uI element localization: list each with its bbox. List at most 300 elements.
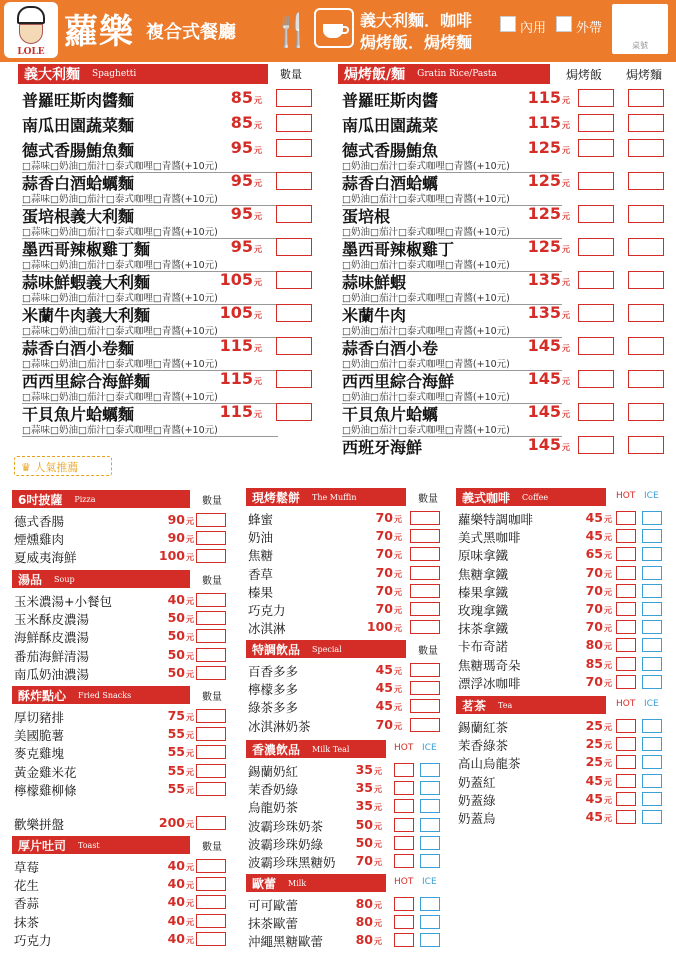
hot-qty-box[interactable]	[616, 737, 636, 751]
hot-qty-box[interactable]	[394, 799, 414, 813]
price-value: 40	[167, 930, 185, 946]
hot-qty-box[interactable]	[394, 836, 414, 850]
price-value: 95	[230, 237, 253, 256]
item-name: 抹茶拿鐵	[458, 621, 509, 637]
item-name: 蜂蜜	[248, 512, 274, 527]
hot-qty-box[interactable]	[616, 602, 636, 616]
ice-qty-box[interactable]	[642, 602, 662, 616]
dine-in-label: 內用	[520, 21, 547, 36]
hot-qty-box[interactable]	[394, 763, 414, 777]
soup-header	[12, 570, 190, 588]
item-name: 德式香腸	[14, 514, 65, 529]
pasta-qty-box[interactable]	[628, 370, 664, 388]
item-name: 巧克力	[248, 603, 286, 618]
price	[150, 858, 194, 873]
rice-qty-box[interactable]	[578, 89, 614, 107]
header-tagline-2: 焗烤飯．焗烤麵	[360, 33, 473, 52]
item-name: 夏威夷海鮮	[14, 550, 77, 566]
menu-item	[246, 583, 446, 600]
qty-box[interactable]	[276, 89, 312, 107]
price	[150, 610, 194, 625]
price-value: 125	[527, 204, 561, 223]
hot-qty-box[interactable]	[616, 810, 636, 824]
qty-box[interactable]	[276, 370, 312, 388]
qty-box[interactable]	[276, 337, 312, 355]
price-unit: 元	[604, 795, 612, 805]
item-name: 榛果	[248, 584, 274, 600]
price-unit: 元	[562, 146, 570, 155]
price-unit: 元	[604, 606, 612, 615]
special-title-en: Special	[312, 644, 342, 654]
milktea-hot-header: HOT	[394, 743, 414, 753]
pasta-qty-box[interactable]	[628, 205, 664, 223]
hot-qty-box[interactable]	[394, 933, 414, 947]
price-value: 25	[585, 754, 603, 770]
ice-qty-box[interactable]	[642, 657, 662, 671]
special-title: 特調飲品	[252, 642, 301, 657]
qty-box[interactable]	[276, 304, 312, 322]
price-unit: 元	[186, 535, 194, 545]
price-unit: 元	[604, 515, 612, 524]
price-unit: 元	[254, 212, 262, 221]
rice-qty-box[interactable]	[578, 403, 614, 421]
price	[510, 237, 570, 256]
hot-qty-box[interactable]	[616, 719, 636, 733]
pasta-qty-box[interactable]	[628, 139, 664, 157]
qty-box[interactable]	[276, 114, 312, 132]
hot-qty-box[interactable]	[616, 584, 636, 598]
hot-qty-box[interactable]	[616, 638, 636, 652]
menu-item	[22, 204, 312, 224]
price	[150, 876, 194, 891]
qty-box[interactable]	[196, 745, 226, 759]
ice-qty-box[interactable]	[642, 511, 662, 525]
item-name: 奶蓋綠	[458, 792, 496, 808]
price	[510, 88, 570, 107]
muffin-qty-header: 數量	[418, 494, 438, 505]
price-value: 80	[355, 896, 373, 911]
item-name: 卡布奇諾	[458, 639, 509, 655]
price-value: 35	[355, 762, 373, 777]
hot-qty-box[interactable]	[616, 566, 636, 580]
pasta-qty-box[interactable]	[628, 271, 664, 289]
menu-item	[342, 369, 668, 389]
price-unit: 元	[562, 278, 570, 287]
qty-box[interactable]	[196, 914, 226, 928]
price	[150, 763, 194, 778]
chef-hat-icon	[17, 6, 45, 24]
price-value: 45	[375, 680, 393, 696]
milk-ice-header: ICE	[422, 877, 437, 887]
price-unit: 元	[562, 179, 570, 188]
price-unit: 元	[374, 839, 382, 849]
price-value: 40	[167, 858, 185, 873]
qty-box[interactable]	[410, 718, 440, 732]
ice-qty-box[interactable]	[642, 529, 662, 543]
qty-box[interactable]	[410, 566, 440, 580]
qty-box[interactable]	[410, 699, 440, 713]
price-value: 95	[230, 138, 253, 157]
price-value: 45	[585, 772, 603, 788]
hot-qty-box[interactable]	[394, 818, 414, 832]
qty-box[interactable]	[196, 709, 226, 723]
price	[568, 510, 612, 525]
ice-qty-box[interactable]	[642, 566, 662, 580]
price-value: 55	[167, 780, 185, 796]
ice-qty-box[interactable]	[642, 737, 662, 751]
price-unit: 元	[186, 731, 194, 741]
item-name: 麥克雞塊	[14, 746, 65, 762]
hot-qty-box[interactable]	[394, 915, 414, 929]
ice-qty-box[interactable]	[642, 792, 662, 806]
soup-title-en: Soup	[54, 574, 75, 584]
qty-box[interactable]	[276, 172, 312, 190]
ice-qty-box[interactable]	[420, 836, 440, 850]
qty-box[interactable]	[276, 271, 312, 289]
price-value: 55	[167, 726, 185, 742]
pasta-qty-box[interactable]	[628, 89, 664, 107]
price-unit: 元	[186, 553, 194, 563]
rice-qty-box[interactable]	[578, 114, 614, 132]
price-value: 145	[527, 402, 561, 421]
ice-qty-box[interactable]	[420, 781, 440, 795]
price	[150, 512, 194, 527]
price-value: 80	[585, 637, 603, 653]
qty-box[interactable]	[196, 531, 226, 545]
price	[202, 113, 262, 132]
qty-box[interactable]	[410, 602, 440, 616]
hot-qty-box[interactable]	[616, 620, 636, 634]
sauce-options: □蒜味□奶油□茄汁□泰式咖哩□青醬(+10元)	[22, 290, 278, 305]
menu-item	[22, 303, 312, 323]
price-value: 90	[167, 512, 185, 527]
price-value: 100	[158, 548, 185, 564]
dine-in-checkbox[interactable]	[500, 16, 516, 32]
qty-box[interactable]	[196, 727, 226, 741]
menu-item	[22, 237, 312, 257]
price-unit: 元	[604, 533, 612, 543]
price-unit: 元	[186, 899, 194, 909]
price-unit: 元	[394, 533, 402, 543]
toast-title-en: Toast	[78, 840, 100, 850]
price-value: 115	[527, 113, 561, 132]
ice-qty-box[interactable]	[420, 897, 440, 911]
qty-box[interactable]	[410, 511, 440, 525]
milk-header	[246, 874, 386, 892]
logo-text: LOLE	[17, 47, 45, 57]
ice-qty-box[interactable]	[642, 620, 662, 634]
price-unit: 元	[374, 919, 382, 929]
price	[150, 913, 194, 928]
pasta-qty-box[interactable]	[628, 436, 664, 454]
item-name: 厚切豬排	[14, 710, 65, 725]
qty-box[interactable]	[196, 666, 226, 680]
menu-item	[342, 402, 668, 422]
table-number-field[interactable]	[612, 4, 668, 54]
qty-box[interactable]	[410, 620, 440, 634]
qty-box[interactable]	[196, 877, 226, 891]
price-unit: 元	[186, 633, 194, 643]
price-unit: 元	[604, 587, 612, 597]
price-value: 70	[375, 601, 393, 616]
ice-qty-box[interactable]	[420, 818, 440, 832]
qty-box[interactable]	[196, 932, 226, 946]
ice-qty-box[interactable]	[642, 774, 662, 788]
ice-qty-box[interactable]	[420, 933, 440, 947]
qty-box[interactable]	[196, 895, 226, 909]
price-unit: 元	[374, 785, 382, 795]
price-unit: 元	[604, 678, 612, 688]
price	[510, 336, 570, 355]
menu-item	[12, 894, 228, 911]
menu-item	[246, 528, 446, 545]
price-value: 115	[219, 369, 253, 388]
menu-item	[12, 744, 228, 761]
qty-box[interactable]	[196, 782, 226, 796]
price	[568, 637, 612, 652]
item-name: 德式香腸鮪魚	[342, 141, 439, 160]
brand-name: 蘿樂	[64, 12, 134, 52]
item-name: 蒜香白酒小卷	[342, 339, 439, 358]
qty-box[interactable]	[196, 629, 226, 643]
price-value: 125	[527, 237, 561, 256]
price	[568, 528, 612, 543]
ice-qty-box[interactable]	[420, 799, 440, 813]
price	[510, 402, 570, 421]
price	[358, 601, 402, 616]
price-value: 70	[375, 716, 393, 732]
price	[568, 656, 612, 671]
hot-qty-box[interactable]	[616, 547, 636, 561]
item-name: 香草	[248, 566, 274, 582]
tea-title-en: Tea	[498, 700, 513, 710]
ice-qty-box[interactable]	[420, 854, 440, 868]
price-value: 85	[585, 655, 603, 671]
item-name: 南瓜田園蔬菜麵	[22, 116, 135, 135]
qty-box[interactable]	[276, 205, 312, 223]
price-value: 125	[527, 171, 561, 190]
menu-item	[246, 601, 446, 618]
tea-ice-header: ICE	[644, 699, 659, 709]
hot-qty-box[interactable]	[616, 675, 636, 689]
qty-box[interactable]	[276, 403, 312, 421]
sauce-options: □奶油□茄汁□泰式咖哩□青醬(+10元)	[342, 323, 562, 338]
price	[510, 435, 570, 454]
qty-box[interactable]	[410, 584, 440, 598]
menu-item	[342, 204, 668, 224]
item-name: 茉香綠茶	[458, 738, 509, 754]
rice-qty-box[interactable]	[578, 139, 614, 157]
pasta-qty-box[interactable]	[628, 403, 664, 421]
rice-qty-box[interactable]	[578, 271, 614, 289]
price-value: 50	[355, 834, 373, 850]
sauce-options: □蒜味□奶油□茄汁□泰式咖哩□青醬(+10元)	[22, 323, 278, 338]
item-name: 焦糖	[248, 548, 274, 564]
item-name: 錫蘭紅茶	[458, 720, 509, 735]
menu-item	[12, 592, 228, 609]
hot-qty-box[interactable]	[616, 529, 636, 543]
milktea-ice-header: ICE	[422, 743, 437, 753]
hot-qty-box[interactable]	[616, 755, 636, 769]
item-name: 榛果拿鐵	[458, 584, 509, 600]
menu-item	[246, 680, 446, 697]
ice-qty-box[interactable]	[642, 547, 662, 561]
item-name: 歡樂拼盤	[14, 817, 65, 832]
qty-box[interactable]	[410, 529, 440, 543]
milktea-title-en: Milk Teal	[312, 744, 350, 754]
ice-qty-box[interactable]	[642, 675, 662, 689]
item-name: 香蒜	[14, 896, 40, 912]
price	[358, 698, 402, 713]
special-header	[246, 640, 406, 658]
menu-item	[456, 656, 666, 673]
spaghetti-qty-header: 數量	[280, 68, 302, 81]
pasta-qty-box[interactable]	[628, 114, 664, 132]
ice-qty-box[interactable]	[642, 810, 662, 824]
qty-box[interactable]	[196, 593, 226, 607]
price-unit: 元	[254, 179, 262, 188]
menu-item	[456, 736, 666, 753]
qty-box[interactable]	[410, 681, 440, 695]
menu-item	[12, 858, 228, 875]
sauce-options: □蒜味□奶油□茄汁□泰式咖哩□青醬(+10元)	[22, 257, 278, 272]
price	[510, 303, 570, 322]
price-value: 75	[167, 708, 185, 723]
coffee-title: 義式咖啡	[462, 490, 511, 505]
price	[568, 565, 612, 580]
price-unit: 元	[562, 96, 570, 105]
ice-qty-box[interactable]	[642, 584, 662, 598]
item-name: 干貝魚片蛤蠣	[342, 405, 439, 424]
qty-box[interactable]	[410, 547, 440, 561]
qty-box[interactable]	[196, 816, 226, 830]
ice-qty-box[interactable]	[642, 638, 662, 652]
rice-qty-box[interactable]	[578, 337, 614, 355]
qty-box[interactable]	[196, 648, 226, 662]
toast-qty-header: 數量	[202, 842, 222, 853]
item-name: 焦糖拿鐵	[458, 566, 509, 582]
qty-box[interactable]	[196, 611, 226, 625]
price-value: 145	[527, 336, 561, 355]
gratin-title: 焗烤飯/麵	[344, 67, 406, 83]
hot-qty-box[interactable]	[394, 854, 414, 868]
snacks-qty-header: 數量	[202, 692, 222, 703]
qty-box[interactable]	[196, 859, 226, 873]
item-name: 蒜味鮮蝦	[342, 273, 407, 292]
menu-item	[246, 762, 446, 779]
item-name: 米蘭牛肉	[342, 306, 407, 325]
price	[510, 270, 570, 289]
menu-item	[456, 528, 666, 545]
price-unit: 元	[604, 777, 612, 787]
qty-box[interactable]	[410, 663, 440, 677]
price	[202, 336, 262, 355]
price	[358, 528, 402, 543]
menu-item	[456, 809, 666, 826]
ice-qty-box[interactable]	[420, 915, 440, 929]
menu-item	[22, 171, 312, 191]
price-unit: 元	[604, 723, 612, 732]
menu-item	[246, 896, 446, 913]
menu-item	[456, 510, 666, 527]
ice-qty-box[interactable]	[642, 755, 662, 769]
qty-box[interactable]	[196, 513, 226, 527]
price-value: 115	[219, 336, 253, 355]
hot-qty-box[interactable]	[616, 511, 636, 525]
price-value: 45	[375, 698, 393, 714]
item-name: 草莓	[14, 860, 40, 875]
price-value: 105	[219, 303, 253, 322]
price-value: 70	[355, 853, 373, 868]
table-number-label: 桌號	[632, 41, 648, 50]
hot-qty-box[interactable]	[616, 657, 636, 671]
qty-box[interactable]	[276, 238, 312, 256]
rice-qty-box[interactable]	[578, 370, 614, 388]
ice-qty-box[interactable]	[642, 719, 662, 733]
rice-qty-box[interactable]	[578, 205, 614, 223]
price-unit: 元	[562, 377, 570, 386]
item-name: 沖繩黑糖歐蕾	[248, 934, 324, 950]
sauce-options: □蒜味□奶油□茄汁□泰式咖哩□青醬(+10元)	[22, 356, 278, 371]
item-name: 巧克力	[14, 932, 52, 948]
pasta-qty-box[interactable]	[628, 304, 664, 322]
menu-item	[12, 876, 228, 893]
rice-qty-box[interactable]	[578, 172, 614, 190]
price	[568, 619, 612, 634]
ice-qty-box[interactable]	[420, 763, 440, 777]
hot-qty-box[interactable]	[394, 897, 414, 911]
rice-qty-box[interactable]	[578, 238, 614, 256]
menu-item	[12, 913, 228, 930]
qty-box[interactable]	[276, 139, 312, 157]
brand-subtitle: 複合式餐廳	[146, 22, 236, 43]
qty-box[interactable]	[196, 764, 226, 778]
rice-qty-box[interactable]	[578, 436, 614, 454]
price-value: 200	[158, 815, 185, 830]
hot-qty-box[interactable]	[616, 774, 636, 788]
menu-item	[456, 754, 666, 771]
price	[338, 817, 382, 832]
sauce-options: □奶油□茄汁□泰式咖哩□青醬(+10元)	[342, 191, 562, 206]
fork-knife-icon: 🍴	[272, 11, 312, 49]
milktea-header	[246, 740, 386, 758]
hot-qty-box[interactable]	[616, 792, 636, 806]
item-name: 錫蘭奶紅	[248, 764, 299, 779]
price	[150, 665, 194, 680]
logo	[4, 2, 58, 58]
price	[338, 932, 382, 947]
item-name: 奶蓋紅	[458, 774, 496, 790]
takeout-checkbox[interactable]	[556, 16, 572, 32]
price-value: 50	[167, 610, 185, 626]
price-value: 135	[527, 270, 561, 289]
pasta-qty-box[interactable]	[628, 172, 664, 190]
price	[358, 546, 402, 561]
pasta-qty-box[interactable]	[628, 238, 664, 256]
rice-qty-box[interactable]	[578, 304, 614, 322]
item-name: 冰淇淋	[248, 621, 286, 637]
price	[358, 565, 402, 580]
hot-qty-box[interactable]	[394, 781, 414, 795]
pasta-qty-box[interactable]	[628, 337, 664, 355]
menu-item	[456, 674, 666, 691]
muffin-title: 現烤鬆餅	[252, 490, 301, 505]
item-name: 波霸珍珠黑糖奶	[248, 855, 336, 870]
item-name: 烏龍奶茶	[248, 800, 299, 816]
price-unit: 元	[186, 669, 194, 679]
menu-item	[12, 647, 228, 664]
qty-box[interactable]	[196, 549, 226, 563]
